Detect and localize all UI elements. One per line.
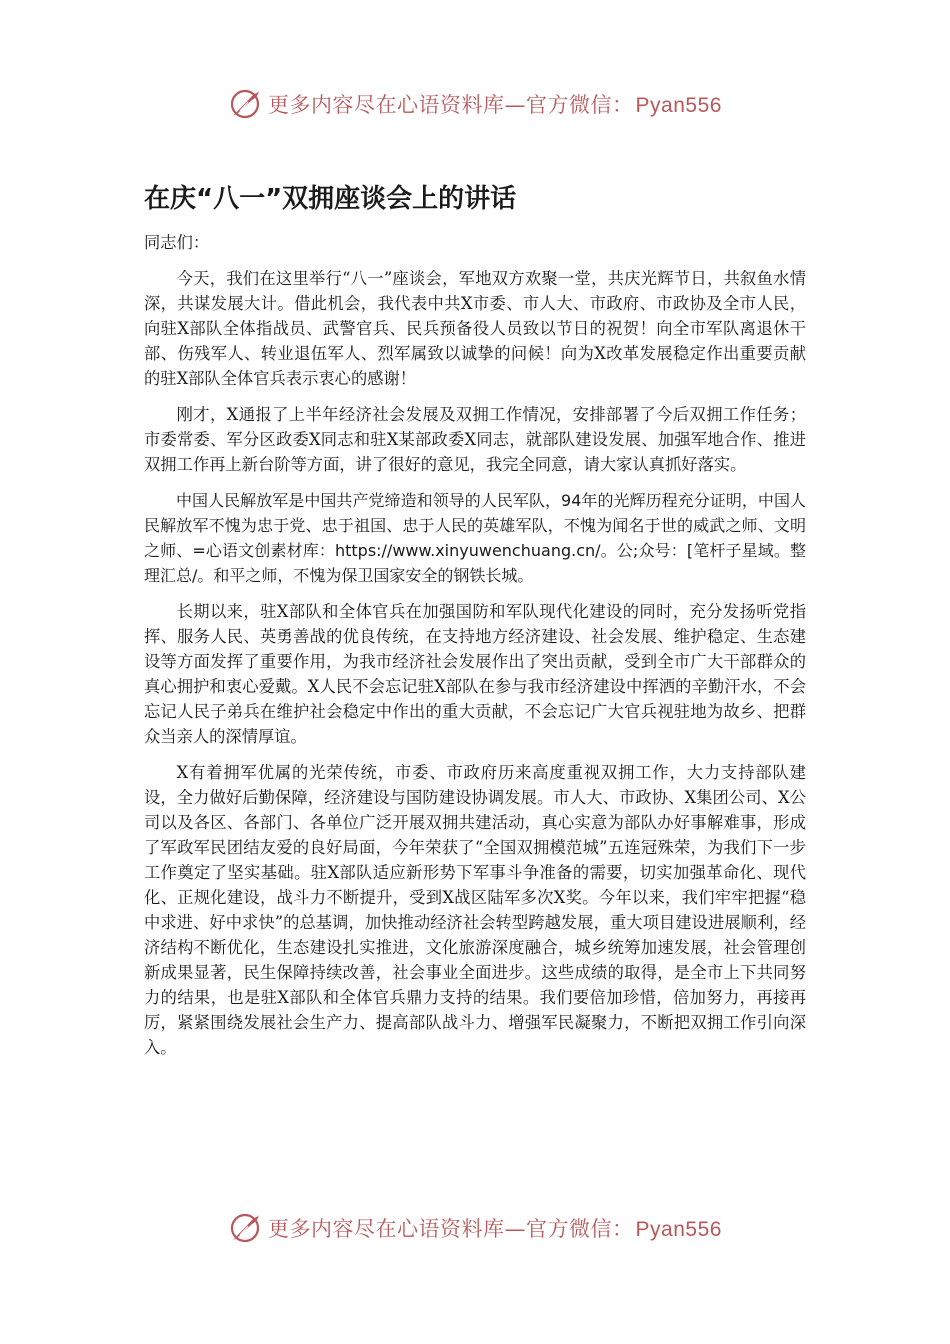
watermark-text xyxy=(268,89,722,119)
paragraph: 刚才，X通报了上半年经济社会发展及双拥工作情况，安排部署了今后双拥工作任务；市委常委、军分区政委X同志和驻X某部政委X同志，就部队建设发展、加强军地合作、推进双拥工作再上新台阶等方面，讲了很好的意见，我完全同意，请大家认真抓好落实。 xyxy=(144,405,806,474)
quill-pen-icon xyxy=(228,1211,262,1245)
watermark-label: 更多内容尽在心语资料库—官方微信： xyxy=(268,93,634,117)
paragraph: 长期以来，驻X部队和全体官兵在加强国防和军队现代化建设的同时，充分发扬听党指挥、服务人民、英勇善战的优良传统，在支持地方经济建设、社会发展、维护稳定、生态建设等方面发挥了重要作用，为我市经济社会发展作出了突出贡献，受到全市广大干部群众的真心拥护和衷心爱戴。X人民不会忘记驻X部队在参与我市经济建设中挥洒的辛勤汗水，不会忘记人民子弟兵在维护社会稳定中作出的重大贡献，不会忘记广大官兵视驻地为故乡、把群众当亲人的深情厚谊。 xyxy=(144,602,806,746)
greeting: 同志们： xyxy=(144,233,210,252)
document-body xyxy=(144,230,806,1071)
quill-pen-icon xyxy=(228,87,262,121)
watermark-handle: Pyan556 xyxy=(635,1218,722,1241)
watermark-text xyxy=(268,1213,722,1243)
watermark-label: 更多内容尽在心语资料库—官方微信： xyxy=(268,1217,634,1241)
watermark-handle: Pyan556 xyxy=(635,94,722,117)
footer-watermark-banner xyxy=(0,1208,950,1248)
paragraph: 今天，我们在这里举行“八一”座谈会，军地双方欢聚一堂，共庆光辉节日，共叙鱼水情深，共谋发展大计。借此机会，我代表中共X市委、市人大、市政府、市政协及全市人民，向驻X部队全体指战员、武警官兵、民兵预备役人员致以节日的祝贺！向全市军队离退休干部、伤残军人、转业退伍军人、烈军属致以诚挚的问候！向为X改革发展稳定作出重要贡献的驻X部队全体官兵表示衷心的感谢！ xyxy=(144,269,806,388)
paragraph: X有着拥军优属的光荣传统，市委、市政府历来高度重视双拥工作，大力支持部队建设，全力做好后勤保障，经济建设与国防建设协调发展。市人大、市政协、X集团公司、X公司以及各区、各部门、各单位广泛开展双拥共建活动，真心实意为部队办好事解难事，形成了军政军民团结友爱的良好局面，今年荣获了“全国双拥模范城”五连冠殊荣，为我们下一步工作奠定了坚实基础。驻X部队适应新形势下军事斗争准备的需要，切实加强革命化、现代化、正规化建设，战斗力不断提升，受到X战区陆军多次X奖。今年以来，我们牢牢把握“稳中求进、好中求快”的总基调，加快推动经济社会转型跨越发展，重大项目建设进展顺利，经济结构不断优化，生态建设扎实推进，文化旅游深度融合，城乡统筹加速发展，社会管理创新成果显著，民生保障持续改善，社会事业全面进步。这些成绩的取得，是全市上下共同努力的结果，也是驻X部队和全体官兵鼎力支持的结果。我们要倍加珍惜，倍加努力，再接再厉，紧紧围绕发展社会生产力、提高部队战斗力、增强军民凝聚力，不断把双拥工作引向深入。 xyxy=(144,763,806,1057)
header-watermark-banner xyxy=(0,84,950,124)
paragraph: 中国人民解放军是中国共产党缔造和领导的人民军队，94年的光辉历程充分证明，中国人民解放军不愧为忠于党、忠于祖国、忠于人民的英雄军队，不愧为闻名于世的威武之师、文明之师、=心语文创素材库：https://www.xinyuwenchuang.cn/。公;众号：[笔杆子星域。整理汇总/。和平之师，不愧为保卫国家安全的钢铁长城。 xyxy=(144,491,806,585)
document-title: 在庆“八一”双拥座谈会上的讲话 xyxy=(144,184,517,214)
